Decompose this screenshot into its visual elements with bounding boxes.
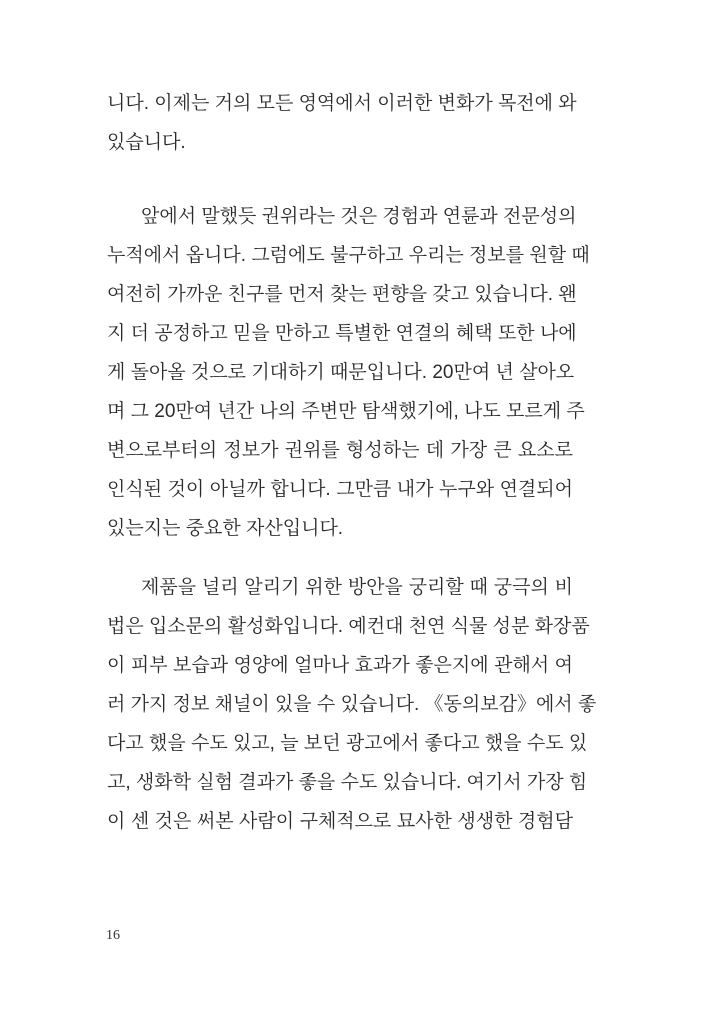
- text-line: 누적에서 옵니다. 그럼에도 불구하고 우리는 정보를 원할 때: [107, 245, 590, 266]
- text-line: 앞에서 말했듯 권위라는 것은 경험과 연륜과 전문성의: [141, 206, 577, 227]
- text-line: 며 그 20만여 년간 나의 주변만 탐색했기에, 나도 모르게 주: [107, 401, 585, 422]
- text-line: 법은 입소문의 활성화입니다. 예컨대 천연 식물 성분 화장품: [107, 616, 590, 637]
- text-line: 있습니다.: [107, 132, 186, 153]
- text-line: 이 센 것은 써본 사람이 구체적으로 묘사한 생생한 경험담: [107, 811, 573, 832]
- text-line: 게 돌아올 것으로 기대하기 때문입니다. 20만여 년 살아오: [107, 362, 575, 383]
- text-line: 제품을 널리 알리기 위한 방안을 궁리할 때 궁극의 비: [141, 577, 573, 598]
- text-line: 다고 했을 수도 있고, 늘 보던 광고에서 좋다고 했을 수도 있: [107, 733, 588, 754]
- text-line: 여전히 가까운 친구를 먼저 찾는 편향을 갖고 있습니다. 왠: [107, 284, 577, 305]
- text-line: 있는지는 중요한 자산입니다.: [107, 518, 344, 539]
- text-line: 니다. 이제는 거의 모든 영역에서 이러한 변화가 목전에 와: [107, 93, 577, 114]
- page-number: 16: [106, 928, 120, 943]
- text-line: 이 피부 보습과 영양에 얼마나 효과가 좋은지에 관해서 여: [107, 655, 573, 676]
- text-line: 변으로부터의 정보가 권위를 형성하는 데 가장 큰 요소로: [107, 440, 573, 461]
- text-line: 지 더 공정하고 믿을 만하고 특별한 연결의 혜택 또한 나에: [107, 323, 577, 344]
- text-line: 인식된 것이 아닐까 합니다. 그만큼 내가 누구와 연결되어: [107, 479, 573, 500]
- text-line: 고, 생화학 실험 결과가 좋을 수도 있습니다. 여기서 가장 힘: [107, 772, 588, 793]
- text-line: 러 가지 정보 채널이 있을 수 있습니다. 《동의보감》에서 좋: [107, 694, 597, 715]
